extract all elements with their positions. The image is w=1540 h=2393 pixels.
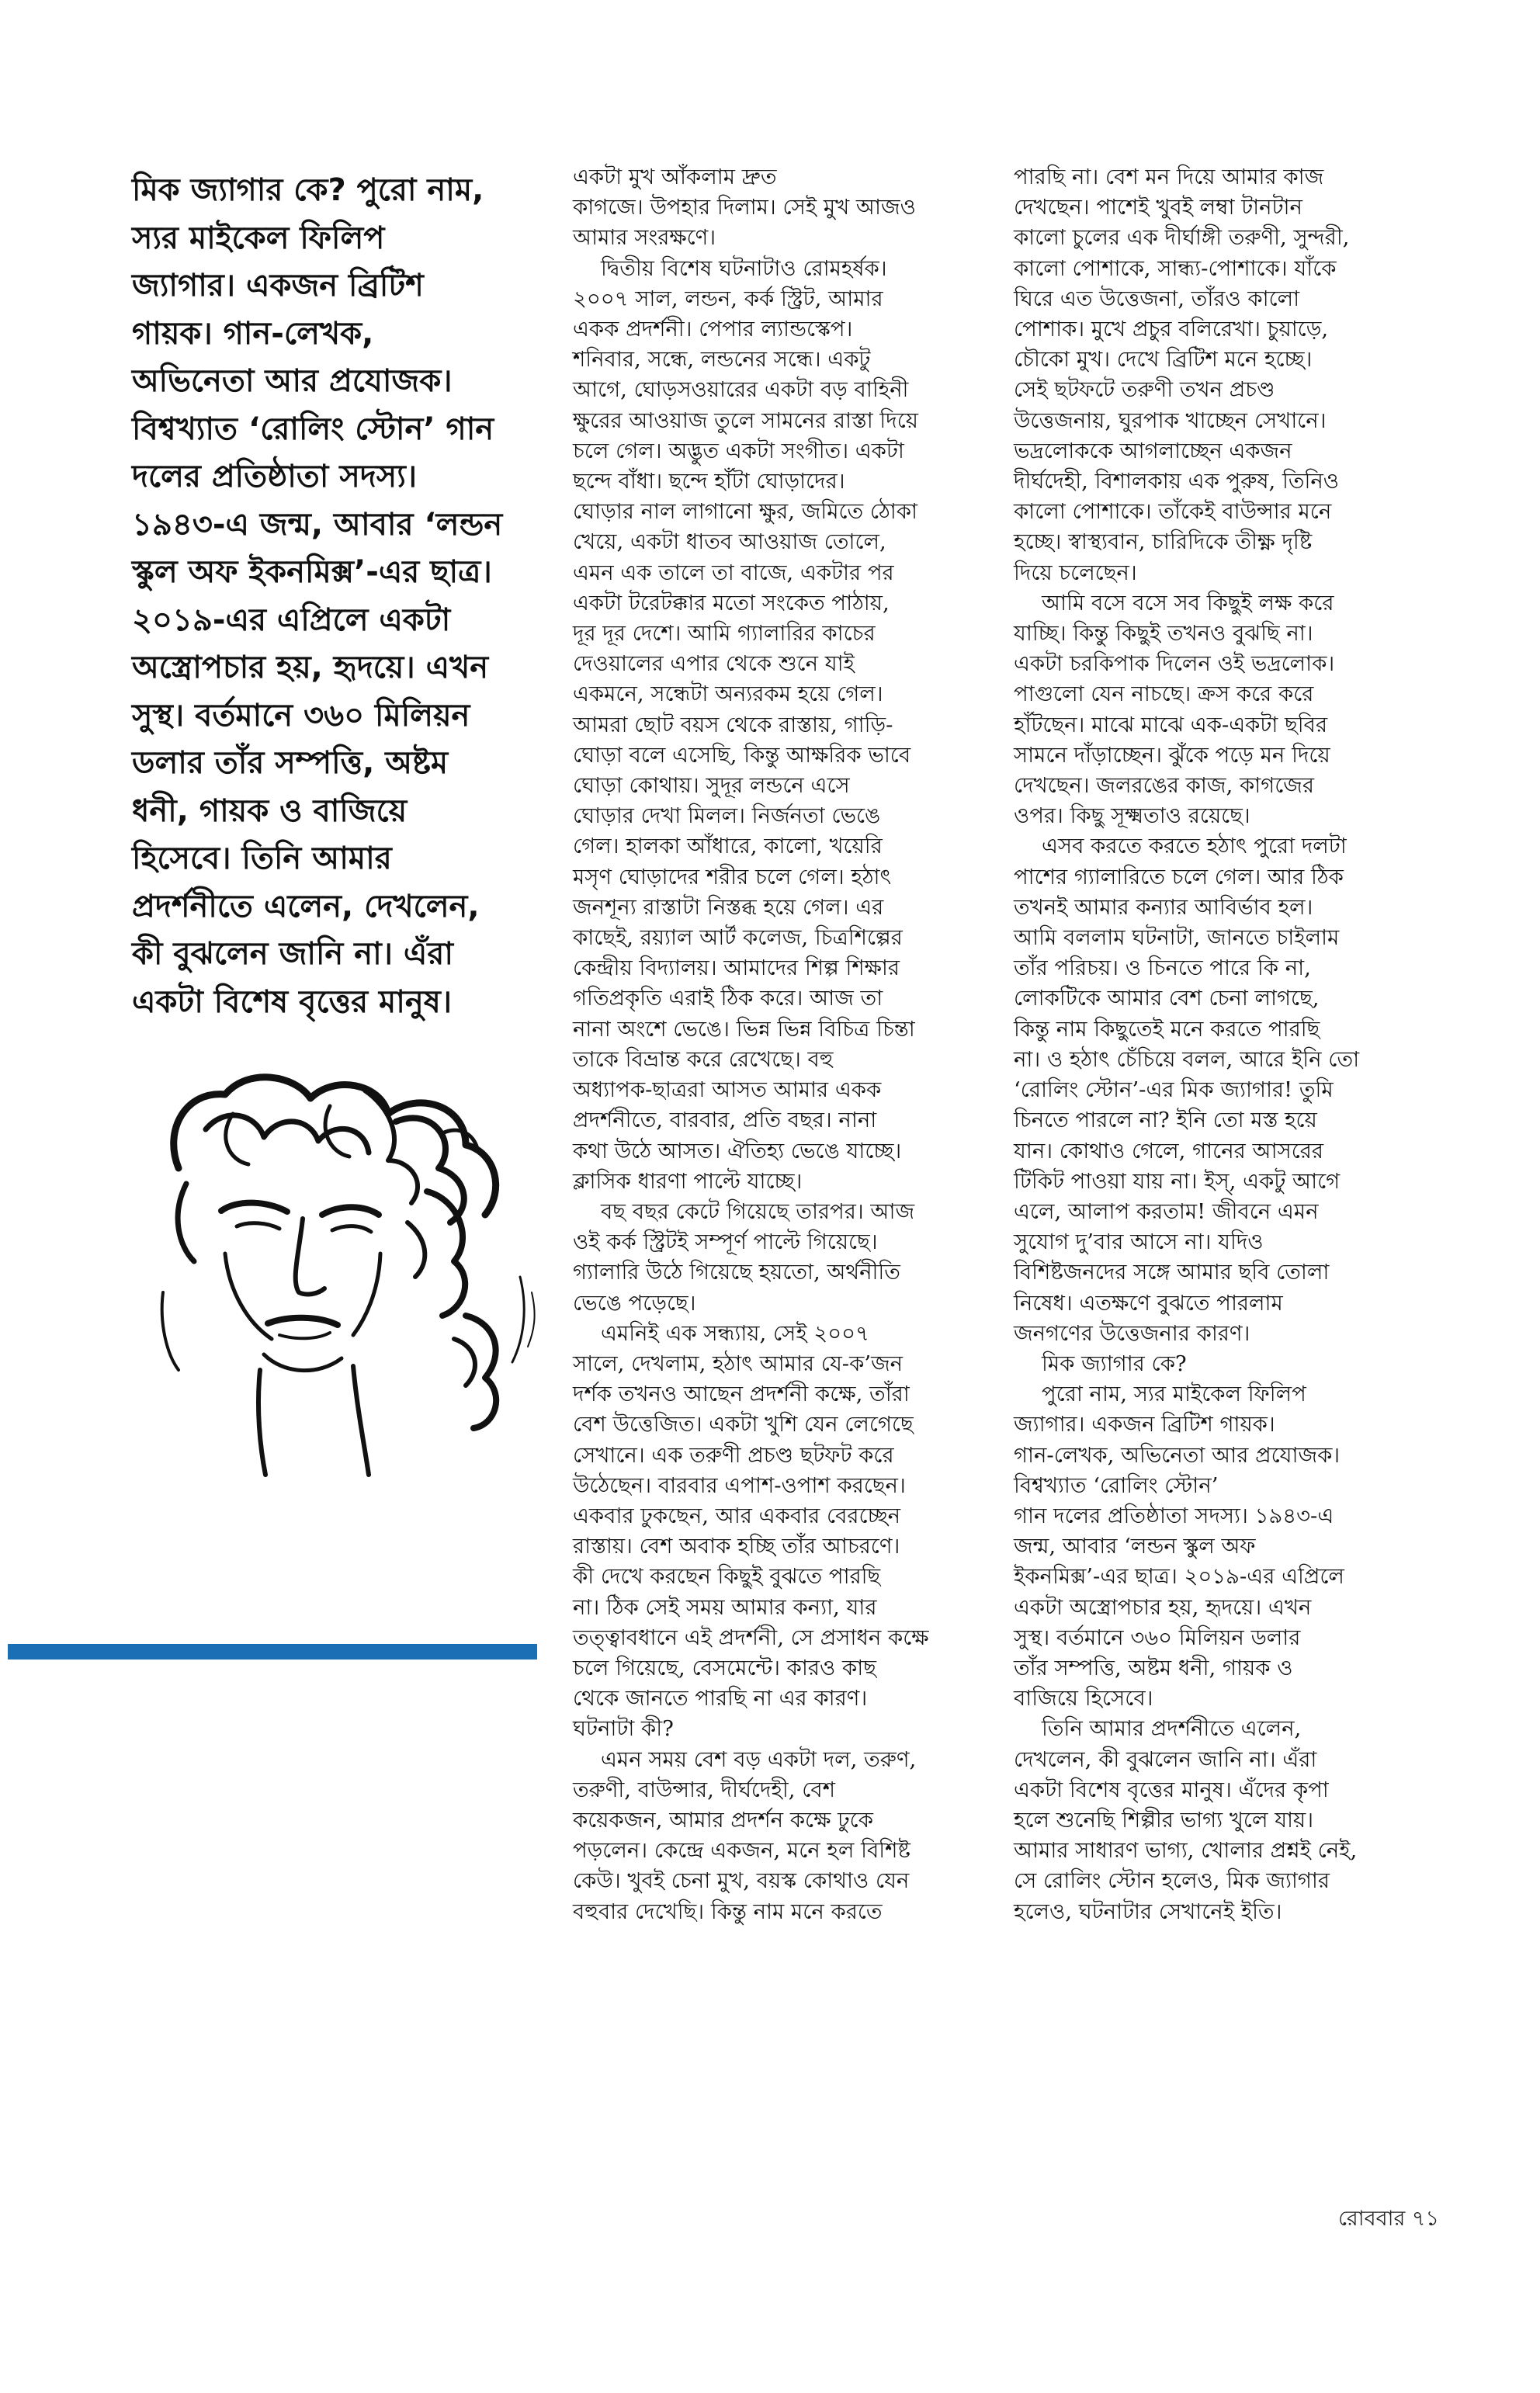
text-line: বহুবার দেখেছি। কিন্তু নাম মনে করতে	[573, 1899, 883, 1924]
text-line: সামনে দাঁড়াচ্ছেন। ঝুঁকে পড়ে মন দিয়ে	[1014, 742, 1330, 768]
text-line: তাঁর সম্পত্তি, অষ্টম ধনী, গায়ক ও	[1014, 1655, 1293, 1680]
text-line: তখনই আমার কন্যার আবির্ভাব হল।	[1014, 894, 1313, 920]
text-line: দ্বিতীয় বিশেষ ঘটনাটাও রোমহর্ষক।	[601, 255, 887, 281]
portrait-sketch-illustration	[132, 1060, 567, 1479]
text-line: এলে, আলাপ করতাম! জীবনে এমন	[1014, 1198, 1319, 1224]
text-line: যান। কোথাও গেলে, গানের আসরের	[1014, 1138, 1324, 1164]
text-line: কাছেই, রয়্যাল আর্ট কলেজ, চিত্রশিল্পের	[573, 925, 903, 951]
text-line: এমনিই এক সন্ধ্যায়, সেই ২০০৭	[601, 1320, 869, 1346]
pull-quote-line: একটা বিশেষ বৃত্তের মানুষ।	[132, 983, 453, 1020]
text-line: না। ঠিক সেই সময় আমার কন্যা, যার	[573, 1594, 877, 1620]
text-line: গ্যালারি উঠে গিয়েছে হয়তো, অর্থনীতি	[573, 1260, 900, 1285]
text-line: হলে শুনেছি শিল্পীর ভাগ্য খুলে যায়।	[1014, 1807, 1314, 1833]
text-line: সেখানে। এক তরুণী প্রচণ্ড ছটফট করে	[573, 1442, 894, 1468]
text-line: দূর দূর দেশে। আমি গ্যালারির কাচের	[573, 621, 876, 647]
text-line: তিনি আমার প্রদর্শনীতে এলেন,	[1042, 1716, 1302, 1742]
text-line: ওপর। কিছু সূক্ষ্মতাও রয়েছে।	[1014, 803, 1250, 829]
text-line: হচ্ছে। স্বাস্থ্যবান, চারিদিকে তীক্ষ্ণ দৃষ্টি	[1014, 529, 1313, 555]
pull-quote-line: সুস্থ। বর্তমানে ৩৬০ মিলিয়ন	[132, 697, 470, 734]
text-line: একবার ঢুকছেন, আর একবার বেরচ্ছেন	[573, 1503, 901, 1528]
text-line: কালো চুলের এক দীর্ঘাঙ্গী তরুণী, সুন্দরী,	[1014, 225, 1350, 251]
text-line: কী দেখে করছেন কিছুই বুঝতে পারছি	[573, 1564, 881, 1590]
text-line: এমন এক তালে তা বাজে, একটার পর	[573, 560, 894, 585]
text-line: মসৃণ ঘোড়াদের শরীর চলে গেল। হঠাৎ	[573, 864, 892, 890]
text-line: ঘোড়া বলে এসেছি, কিন্তু আক্ষরিক ভাবে	[573, 742, 911, 768]
text-line: বাজিয়ে হিসেবে।	[1014, 1686, 1153, 1712]
text-line: কথা উঠে আসত। ঐতিহ্য ভেঙে যাচ্ছে।	[573, 1138, 902, 1164]
text-line: সেই ছটফটে তরুণী তখন প্রচণ্ড	[1014, 377, 1275, 403]
text-line: এসব করতে করতে হঠাৎ পুরো দলটা	[1042, 834, 1347, 859]
text-line: একমনে, সন্ধেটা অন্যরকম হয়ে গেল।	[573, 681, 883, 707]
pull-quote-line: দলের প্রতিষ্ঠাতা সদস্য।	[132, 459, 418, 494]
text-line: পড়লেন। কেন্দ্রে একজন, মনে হল বিশিষ্ট	[573, 1838, 910, 1864]
text-line: একটা চরকিপাক দিলেন ওই ভদ্রলোক।	[1014, 651, 1335, 677]
text-line: সে রোলিং স্টোন হলেও, মিক জ্যাগার	[1014, 1868, 1330, 1894]
text-line: জনগণের উত্তেজনার কারণ।	[1014, 1320, 1250, 1346]
text-line: ছন্দে বাঁধা। ছন্দে হাঁটা ঘোড়াদের।	[573, 469, 845, 494]
text-line: নিষেধ। এতক্ষণে বুঝতে পারলাম	[1014, 1290, 1283, 1316]
text-line: গতিপ্রকৃতি এরাই ঠিক করে। আজ তা	[573, 986, 883, 1011]
pull-quote-line: মিক জ্যাগার কে? পুরো নাম,	[132, 172, 484, 208]
text-line: তত্ত্বাবধানে এই প্রদর্শনী, সে প্রসাধন কক্ষে	[573, 1625, 929, 1650]
pull-quote-line: অভিনেতা আর প্রযোজক।	[132, 363, 453, 399]
pull-quote-line: প্রদর্শনীতে এলেন, দেখলেন,	[132, 888, 480, 924]
text-line: একক প্রদর্শনী। পেপার ল্যান্ডস্কেপ।	[573, 317, 853, 342]
text-line: থেকে জানতে পারছি না এর কারণ।	[573, 1686, 868, 1712]
pull-quote-line: হিসেবে। তিনি আমার	[132, 841, 392, 876]
text-line: তাঁর পরিচয়। ও চিনতে পারে কি না,	[1014, 955, 1311, 981]
pull-quote-line: অস্ত্রোপচার হয়, হৃদয়ে। এখন	[132, 650, 489, 685]
text-line: হলেও, ঘটনাটার সেখানেই ইতি।	[1014, 1899, 1282, 1924]
text-line: সুস্থ। বর্তমানে ৩৬০ মিলিয়ন ডলার	[1014, 1625, 1301, 1650]
text-line: ঘিরে এত উত্তেজনা, তাঁরও কালো	[1014, 286, 1300, 311]
text-line: এমন সময় বেশ বড় একটা দল, তরুণ,	[601, 1746, 917, 1772]
text-line: একটা মুখ আঁকলাম দ্রুত	[573, 165, 777, 189]
text-line: উত্তেজনায়, ঘুরপাক খাচ্ছেন সেখানে।	[1014, 408, 1327, 433]
text-line: পারছি না। বেশ মন দিয়ে আমার কাজ	[1014, 165, 1324, 189]
pull-quote	[132, 167, 536, 1026]
text-line: বেশ উত্তেজিত। একটা খুশি যেন লেগেছে	[573, 1412, 914, 1438]
text-line: অধ্যাপক-ছাত্ররা আসত আমার একক	[573, 1077, 882, 1103]
pull-quote-line: গায়ক। গান-লেখক,	[132, 315, 374, 352]
text-line: চলে গেল। অদ্ভুত একটা সংগীত। একটা	[573, 438, 904, 463]
text-line: প্রদর্শনীতে, বারবার, প্রতি বছর। নানা	[573, 1108, 877, 1133]
text-line: পাগুলো যেন নাচছে। ক্রস করে করে	[1014, 681, 1314, 707]
text-line: গেল। হালকা আঁধারে, কালো, খয়েরি	[573, 834, 883, 859]
text-line: ভেঙে পড়েছে।	[573, 1290, 696, 1316]
text-line: রাস্তায়। বেশ অবাক হচ্ছি তাঁর আচরণে।	[573, 1534, 900, 1559]
text-line: হাঁটছেন। মাঝে মাঝে এক-একটা ছবির	[1014, 712, 1328, 737]
text-line: জন্ম, আবার ‘লন্ডন স্কুল অফ	[1014, 1534, 1256, 1559]
text-line: আমার সাধারণ ভাগ্য, খোলার প্রশ্নই নেই,	[1014, 1838, 1358, 1864]
article-column-2	[1014, 162, 1456, 1927]
text-line: চৌকো মুখ। দেখে ব্রিটিশ মনে হচ্ছে।	[1014, 347, 1313, 373]
text-line: গান-লেখক, অভিনেতা আর প্রযোজক।	[1014, 1442, 1341, 1468]
text-line: দেওয়ালের এপার থেকে শুনে যাই	[573, 651, 855, 677]
text-line: তরুণী, বাউন্সার, দীর্ঘদেহী, বেশ	[573, 1777, 835, 1802]
text-line: সুযোগ দু’বার আসে না। যদিও	[1014, 1229, 1264, 1255]
text-line: কাগজে। উপহার দিলাম। সেই মুখ আজও	[573, 195, 916, 220]
text-line: কেন্দ্রীয় বিদ্যালয়। আমাদের শিল্প শিক্ষার	[573, 955, 900, 981]
pull-quote-line: কী বুঝলেন জানি না। এঁরা	[132, 936, 453, 972]
text-line: কেউ। খুবই চেনা মুখ, বয়স্ক কোথাও যেন	[573, 1868, 910, 1894]
text-line: একটা টরেটক্কার মতো সংকেত পাঠায়,	[573, 590, 890, 616]
text-line: একটা অস্ত্রোপচার হয়, হৃদয়ে। এখন	[1014, 1594, 1312, 1620]
pull-quote-line: স্কুল অফ ইকনমিক্স’-এর ছাত্র।	[132, 554, 492, 590]
text-line: আমি বললাম ঘটনাটা, জানতে চাইলাম	[1014, 925, 1340, 951]
text-line: পুরো নাম, স্যর মাইকেল ফিলিপ	[1042, 1382, 1306, 1407]
text-line: ঘটনাটা কী?	[573, 1716, 674, 1742]
text-line: চিনতে পারলে না? ইনি তো মস্ত হয়ে	[1014, 1108, 1317, 1133]
text-line: শনিবার, সন্ধে, লন্ডনের সন্ধে। একটু	[573, 347, 871, 373]
text-line: আগে, ঘোড়সওয়ারের একটা বড় বাহিনী	[573, 377, 909, 403]
text-line: দর্শক তখনও আছেন প্রদর্শনী কক্ষে, তাঁরা	[573, 1382, 910, 1407]
text-line: বছ বছর কেটে গিয়েছে তারপর। আজ	[601, 1198, 915, 1224]
text-line: জনশূন্য রাস্তাটা নিস্তব্ধ হয়ে গেল। এর	[573, 894, 884, 920]
text-line: সালে, দেখলাম, হঠাৎ আমার যে-ক’জন	[573, 1351, 904, 1376]
pull-quote-line: জ্যাগার। একজন ব্রিটিশ	[132, 268, 424, 303]
pull-quote-line: ১৯৪৩-এ জন্ম, আবার ‘লন্ডন	[132, 506, 503, 543]
text-line: একটা বিশেষ বৃত্তের মানুষ। এঁদের কৃপা	[1014, 1777, 1329, 1802]
text-line: ক্ষুরের আওয়াজ তুলে সামনের রাস্তা দিয়ে	[573, 408, 918, 433]
text-line: ক্লাসিক ধারণা পাল্টে যাচ্ছে।	[573, 1168, 803, 1194]
text-line: পোশাক। মুখে প্রচুর বলিরেখা। চুয়াড়ে,	[1014, 317, 1329, 342]
text-line: কালো পোশাকে। তাঁকেই বাউন্সার মনে	[1014, 499, 1332, 525]
text-line: বিশিষ্টজনদের সঙ্গে আমার ছবি তোলা	[1014, 1260, 1330, 1285]
text-line: ইকনমিক্স’-এর ছাত্র। ২০১৯-এর এপ্রিলে	[1014, 1564, 1344, 1590]
pull-quote-line: বিশ্বখ্যাত ‘রোলিং স্টোন’ গান	[132, 411, 494, 447]
text-line: উঠেছেন। বারবার এপাশ-ওপাশ করছেন।	[573, 1472, 906, 1498]
article-column-1	[573, 162, 1015, 1927]
text-line: বিশ্বখ্যাত ‘রোলিং স্টোন’	[1014, 1472, 1219, 1498]
text-line: ভদ্রলোককে আগলাচ্ছেন একজন	[1014, 438, 1292, 463]
text-line: দীর্ঘদেহী, বিশালকায় এক পুরুষ, তিনিও	[1014, 469, 1339, 494]
pull-quote-line: ধনী, গায়ক ও বাজিয়ে	[132, 792, 408, 829]
text-line: আমরা ছোট বয়স থেকে রাস্তায়, গাড়ি-	[573, 712, 893, 737]
text-line: পাশের গ্যালারিতে চলে গেল। আর ঠিক	[1014, 864, 1344, 890]
text-line: যাচ্ছি। কিন্তু কিছুই তখনও বুঝছি না।	[1014, 621, 1313, 647]
text-line: দেখছেন। পাশেই খুবই লম্বা টানটান	[1014, 195, 1302, 220]
text-line: ২০০৭ সাল, লন্ডন, কর্ক স্ট্রিট, আমার	[573, 286, 883, 311]
text-line: কিন্তু নাম কিছুতেই মনে করতে পারছি	[1014, 1016, 1320, 1042]
text-line: ঘোড়ার নাল লাগানো ক্ষুর, জমিতে ঠোকা	[573, 499, 917, 525]
text-line: খেয়ে, একটা ধাতব আওয়াজ তোলে,	[573, 529, 886, 555]
text-line: লোকটিকে আমার বেশ চেনা লাগছে,	[1014, 986, 1320, 1011]
text-line: দেখলেন, কী বুঝলেন জানি না। এঁরা	[1014, 1746, 1317, 1772]
text-line: ওই কর্ক স্ট্রিটই সম্পূর্ণ পাল্টে গিয়েছে।	[573, 1229, 878, 1255]
text-line: নানা অংশে ভেঙে। ভিন্ন ভিন্ন বিচিত্র চিন্তা	[573, 1016, 915, 1042]
text-line: মিক জ্যাগার কে?	[1042, 1351, 1187, 1376]
text-line: আমার সংরক্ষণে।	[573, 225, 716, 251]
page-folio: রোববার ৭১	[1337, 2207, 1439, 2231]
text-line: গান দলের প্রতিষ্ঠাতা সদস্য। ১৯৪৩-এ	[1014, 1503, 1334, 1528]
text-line: কালো পোশাকে, সান্ধ্য-পোশাকে। যাঁকে	[1014, 255, 1337, 281]
text-line: ঘোড়ার দেখা মিলল। নির্জনতা ভেঙে	[573, 803, 881, 829]
pull-quote-line: ২০১৯-এর এপ্রিলে একটা	[132, 602, 451, 638]
text-line: টিকিট পাওয়া যায় না। ইস্, একটু আগে	[1014, 1168, 1341, 1194]
text-line: দিয়ে চলেছেন।	[1014, 560, 1137, 585]
text-line: আমি বসে বসে সব কিছুই লক্ষ করে	[1042, 590, 1334, 616]
text-line: ঘোড়া কোথায়। সুদূর লন্ডনে এসে	[573, 773, 850, 799]
text-line: ‘রোলিং স্টোন’-এর মিক জ্যাগার! তুমি	[1014, 1077, 1334, 1103]
text-line: জ্যাগার। একজন ব্রিটিশ গায়ক।	[1014, 1412, 1275, 1438]
text-line: না। ও হঠাৎ চেঁচিয়ে বলল, আরে ইনি তো	[1014, 1046, 1360, 1072]
text-line: দেখছেন। জলরঙের কাজ, কাগজের	[1014, 773, 1314, 799]
blue-accent-rule	[8, 1644, 537, 1659]
pull-quote-line: ডলার তাঁর সম্পত্তি, অষ্টম	[132, 745, 449, 781]
text-line: চলে গিয়েছে, বেসমেন্টে। কারও কাছ	[573, 1655, 876, 1680]
text-line: কয়েকজন, আমার প্রদর্শন কক্ষে ঢুকে	[573, 1807, 873, 1833]
pull-quote-line: স্যর মাইকেল ফিলিপ	[132, 220, 385, 256]
text-line: তাকে বিভ্রান্ত করে রেখেছে। বহু	[573, 1046, 834, 1072]
